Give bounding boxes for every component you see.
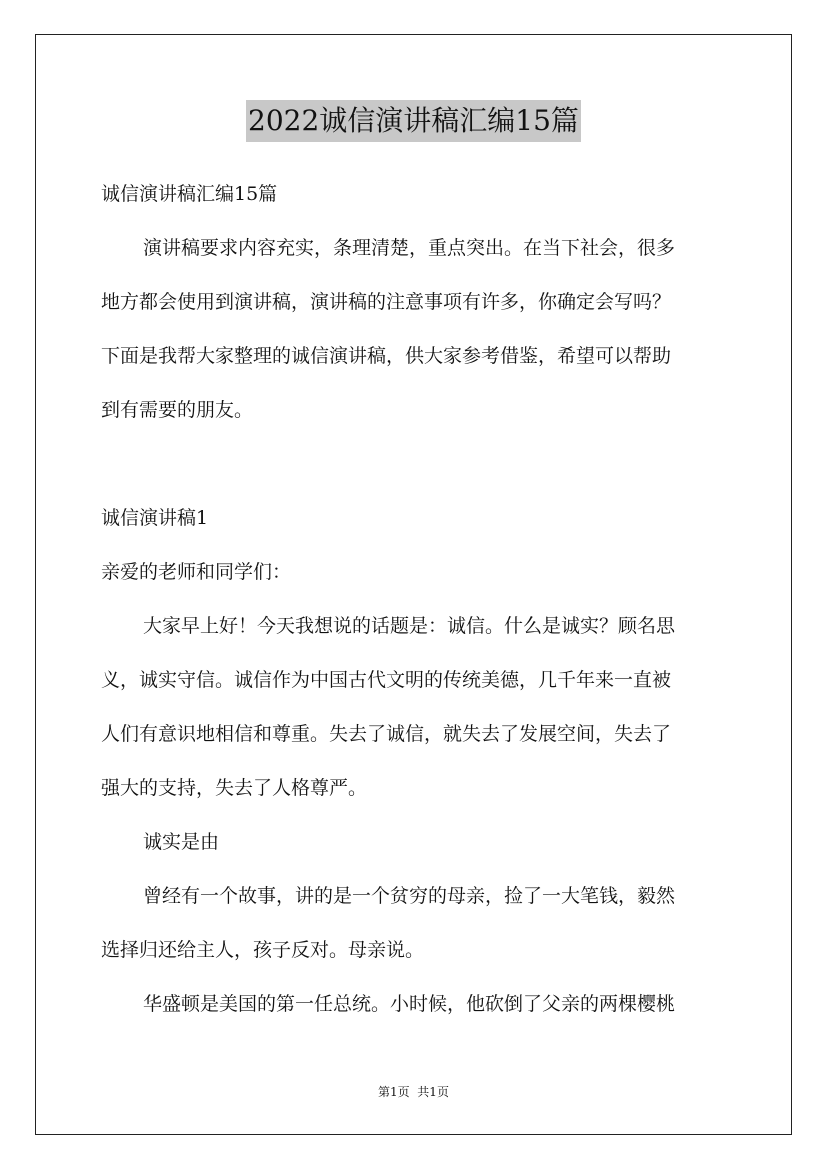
document-title[interactable]: 2022诚信演讲稿汇编15篇 (246, 100, 581, 142)
intro-line[interactable]: 到有需要的朋友。 (101, 399, 254, 421)
title-wrap (0, 100, 827, 142)
paragraph-line[interactable]: 强大的支持，失去了人格尊严。 (101, 777, 368, 799)
paragraph-line[interactable]: 选择归还给主人，孩子反对。母亲说。 (101, 939, 425, 961)
page-footer: 第1页 共1页 (378, 1085, 449, 1099)
paragraph-line[interactable]: 大家早上好！今天我想说的话题是：诚信。什么是诚实？顾名思 (143, 615, 676, 637)
intro-line[interactable]: 演讲稿要求内容充实，条理清楚，重点突出。在当下社会，很多 (143, 237, 676, 259)
paragraph-line[interactable]: 义，诚实守信。诚信作为中国古代文明的传统美德，几千年来一直被 (101, 669, 672, 691)
intro-line[interactable]: 下面是我帮大家整理的诚信演讲稿，供大家参考借鉴，希望可以帮助 (101, 345, 672, 367)
subtitle[interactable]: 诚信演讲稿汇编15篇 (101, 183, 278, 205)
paragraph-line[interactable]: 人们有意识地相信和尊重。失去了诚信，就失去了发展空间，失去了 (101, 723, 672, 745)
paragraph-line[interactable]: 华盛顿是美国的第一任总统。小时候，他砍倒了父亲的两棵樱桃 (143, 993, 676, 1015)
section-heading[interactable]: 诚信演讲稿1 (101, 507, 209, 529)
paragraph-line[interactable]: 曾经有一个故事，讲的是一个贫穷的母亲，捡了一大笔钱，毅然 (143, 885, 676, 907)
document-body (101, 174, 729, 1024)
paragraph-line[interactable]: 诚实是由 (143, 831, 220, 853)
salutation[interactable]: 亲爱的老师和同学们： (101, 561, 292, 583)
intro-line[interactable]: 地方都会使用到演讲稿，演讲稿的注意事项有许多，你确定会写吗？ (101, 291, 672, 313)
